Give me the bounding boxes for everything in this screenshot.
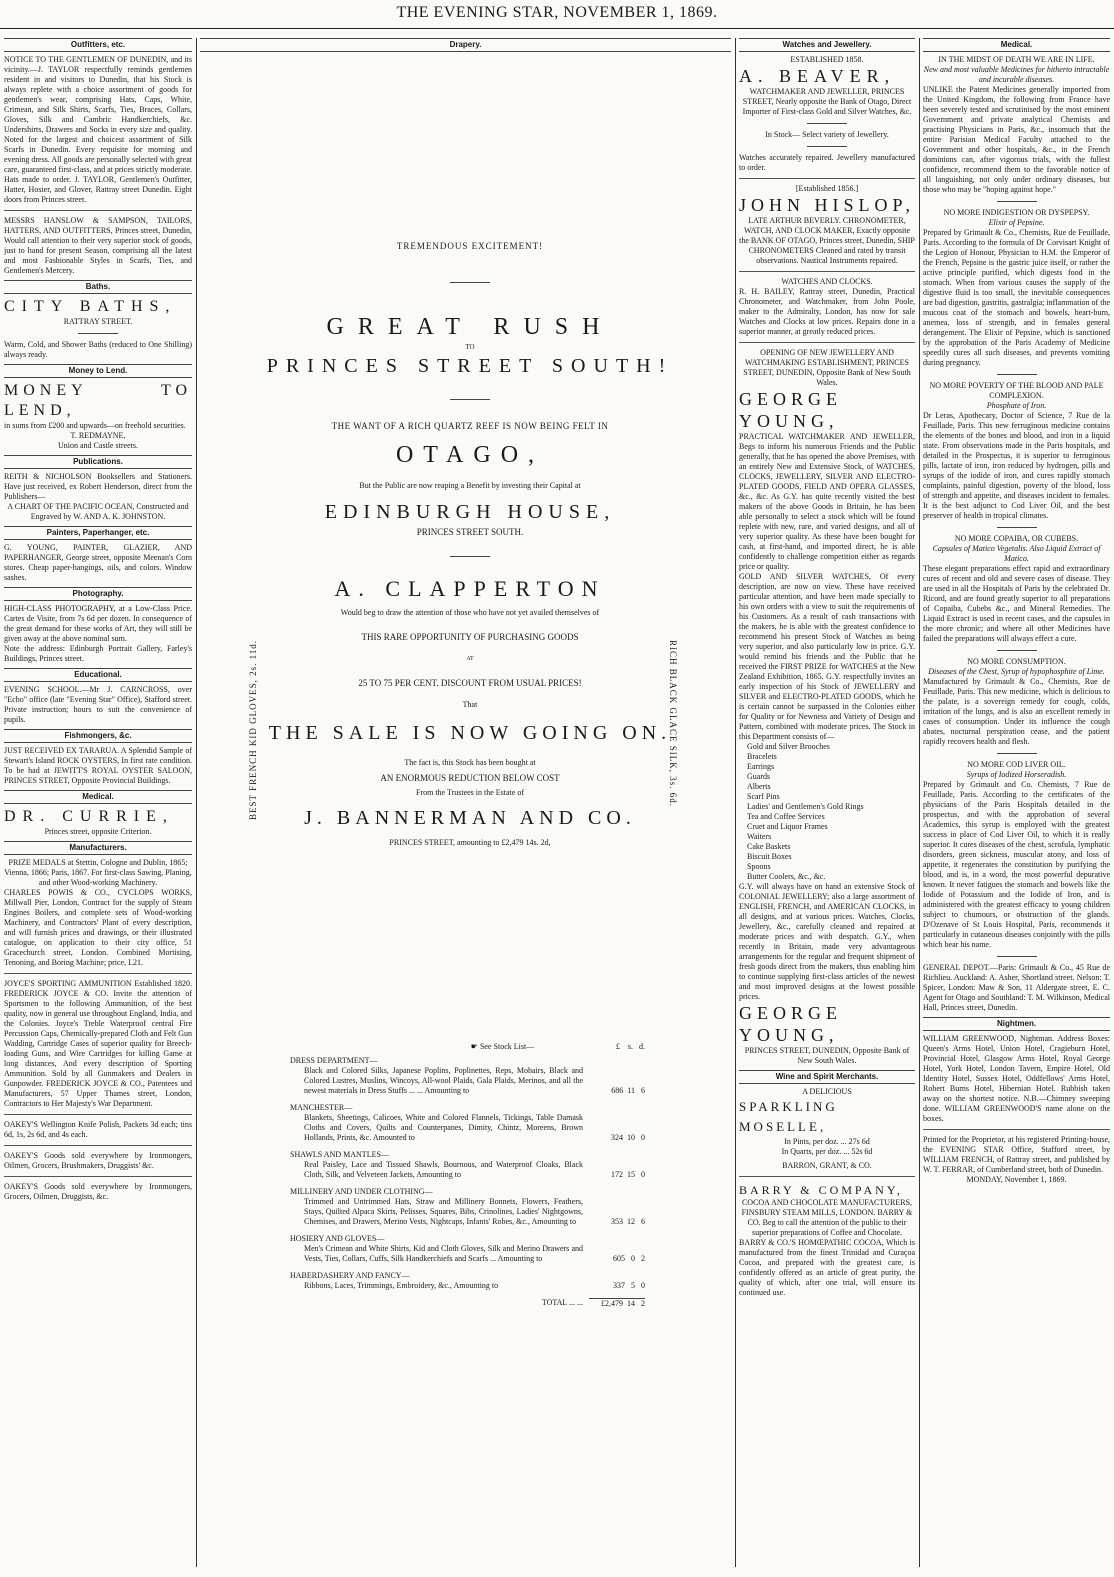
stock-list-heading: ☛ See Stock List— [470,1042,535,1051]
list-item: Guards [747,772,771,781]
stock-item-description: Men's Crimean and White Shirts, Kid and Cloth Gloves, Silk and Merino Drawers and Vests, Ties, Collars, Cuffs, Silk Handkerchiefs and Scarfs ... Amounting to [304,1244,583,1263]
section-heading: Drapery. [200,38,731,52]
ad-medicines-intro: IN THE MIDST OF DEATH WE ARE IN LIFE. New and most valuable Medicines for hitherto intractable and incurable diseases. UNLIKE the Patent Medicines generally imported from the United Kingdom, the following from France have been severely tested and scrutinised by the most eminent Government and private analytical Chemists and practising Physicians in Paris, &c., insomuch that the entire Parisian Medical Faculty attached to the Government and other hospitals, &c., in the French dominions can, after vigorous trials, with the fullest confidence, recommend them to the favorable notice of all languishing, not only under ordinary diseases, but those who may be "hoping against hope." [923,55,1110,194]
list-item: Cruet and Liquor Frames [747,822,828,831]
stock-item-description: Real Paisley, Lace and Tissued Shawls, Bournous, and Waterproof Cloaks, Black Cloth, Silk, and Velveteen Jackets, Amounting to [304,1160,583,1179]
section-heading: Baths. [4,280,192,294]
section-heading: Painters, Paperhanger, etc. [4,526,192,540]
section-heading: Fishmongers, &c. [4,729,192,743]
ad-oakey-2: OAKEY'S Goods sold everywhere by Ironmongers, Oilmen, Grocers, Brushmakers, Druggists' &c. [4,1151,192,1170]
ad-pepsine: NO MORE INDIGESTION OR DYSPEPSY. Elixir of Pepsine. Prepared by Grimault & Co., Chemists, Rue de Feuillade, Paris. According to the formula of Dr Corvisart Knight of the Legion of Honour, Physician to H.M. the Emperor of the French, Pepsine is the gastric juice itself, or rather the active principle purified, which digests food in the stomach. When from various causes the supply of the digestive fluid is too small, the inevitable consequences are bad digestion, gastritis, gastralgia; inflammation of the mucous coat of the stomach and bowels, heart-burn, anemea, loss of strength, and in females general derangement. The Elixir of Pepsine, which is sanctioned by the approbation of the Paris Academy of Medicine speedily cures all such diseases, and prevents vomiting during pregnancy. [923,208,1110,367]
section-heading: Photography. [4,587,192,601]
side-text-left: BEST FRENCH KID GLOVES, 2s. 11d. [248,640,258,821]
section-heading: Outfitters, etc. [4,38,192,52]
section-heading: Publications. [4,455,192,469]
ad-hanslow-sampson: MESSRS HANSLOW & SAMPSON, TAILORS, HATTERS, AND OUTFITTERS, Princes street, Dunedin, Would call attention to their very superior stock of goods, just to hand for present Season, comprising all the latest and most Fashionable Styles in Scarfs, Ties, and Gentlemen's Mercery. [4,216,192,275]
stock-item-description: Black and Colored Silks, Japanese Poplins, Poplinettes, Reps, Mohairs, Black and Colored Lustres, Muslins, Wincoys, All-wool Plaids, Gala Plaids, Merinos, and all the newest materials in Dress Stuffs ... ... Amounting to [304,1066,583,1095]
ad-oakey-3: OAKEY'S Goods sold everywhere by Ironmongers, Grocers, Oilmen, Druggists, &c. [4,1182,192,1201]
ad-joyce: JOYCE'S SPORTING AMMUNITION Established 1820. FREDERICK JOYCE & CO. Invite the attention of Sportsmen to the following Ammunition, of the best quality, now in general use throughout England, India, and the Colonies. Joyce's Treble Waterproof central Fire Percussion Caps, Chemically-prepared Cloth and Felt Gun Wadding, Cartridge Cases of superior quality for Breech-loading Guns, and Wire Cartridges for killing Game at long distances, And every description of Sporting Ammunition. Sold by all Gunmakers and Dealers in Gunpowder. FREDERICK JOYCE & CO., Patentees and Manufacturers, 57 Upper Thames street, London, Contractors to Her Majesty's War Department. [4,979,192,1108]
stock-item-amount: 324 10 0 [611,1133,645,1142]
stock-item-amount: 337 5 0 [613,1281,645,1290]
drapery-advert: TREMENDOUS EXCITEMENT! GREAT RUSH TO PRINCES STREET SOUTH! THE WANT OF A RICH QUARTZ REEF IS NOW BEING FELT IN OTAGO, But the Public are now reaping a Benefit by investing their Capital at EDINBURGH HOUSE, PRINCES STREET SOUTH. A. CLAPPERTON Would beg to draw the attention of those who have not yet availed themselves of THIS RARE OPPORTUNITY OF PURCHASING GOODS AT 25 TO 75 PER CENT. DISCOUNT FROM USUAL PRICES! That THE SALE IS NOW GOING ON. The fact is, this Stock has been bought at AN ENORMOUS REDUCTION BELOW COST From the Trustees in the Estate of J. BANNERMAN AND CO. PRINCES STREET, amounting to £2,479 14s. 2d, [266,241,674,847]
ad-prize-medals: PRIZE MEDALS at Stettin, Cologne and Dublin, 1865; Vienna, 1866; Paris, 1867. For first-class Sawing, Planing, and other Wood-working Machinery. CHARLES POWIS & CO., CYCLOPS WORKS, Millwall Pier, London, Contract for the supply of Steam Engines Boilers, and complete sets of Wood-working Machinery, and Contractors' Plant of every description, and will furnish prices and drawings, or their illustrated catalogue, on application to their city office, 51 Gracechurch street, London. Combined Mortising, Tenoning, and Boring Machine; price, L21. [4,858,192,967]
stock-item-heading: HABERDASHERY AND FANCY— [290,1271,410,1280]
ad-g-young-painter: G. YOUNG, PAINTER, GLAZIER, AND PAPERHANGER, George street, opposite Meenan's Corn stores. Cheap paper-hangings, oils, and colors. Window sashes. [4,543,192,582]
list-item: Earrings [747,762,775,771]
list-item: Tea and Coffee Services [747,812,825,821]
stock-item-description: Trimmed and Untrimmed Hats, Straw and Millinery Bonnets, Flowers, Feathers, Stays, Quilted Alpaca Skirts, Pelisses, Squares, Bibs, Crinolines, Ladies' Nightgowns, Chemises, and Drawers, Merino Vests, Nightcaps, Infants' Robes, &c., Amounting to [304,1197,583,1226]
column-4 [923,38,1110,1567]
list-item: Gold and Silver Brooches [747,742,830,751]
ad-general-depot: GENERAL DEPOT.—Paris: Grimault & Co., 45 Rue de Richlieu. Auckland: A. Asher, Shortland street. Nelson: T. Spicer, London: Maw & Son, 11 Aldergate street, E. C. Agent for Otago and Southland: T. M. Wilkinson, Medical Hall, Princes street, Dunedin. [923,963,1110,1012]
stock-item [290,1187,645,1227]
stock-item [290,1103,645,1143]
stock-item [290,1056,645,1096]
stock-item-heading: SHAWLS AND MANTLES— [290,1150,389,1159]
masthead: THE EVENING STAR, NOVEMBER 1, 1869. [396,4,718,21]
ad-matico: NO MORE COPAIBA, OR CUBEBS. Capsules of Matico Vegetalis. Also Liquid Extract of Matico. These elegant preparations effect rapid and extraordinary cures of recent and old and severe cases of disease. They are used in all the Hospitals of Paris by the celebrated Dr. Ricord, and are found greatly superior to all preparations of Copaiba, Cubebs &c., and Mineral Remedies. The Liquid Extract is used in recent cases, and the capsules in the more chronic; and where all other Medicines have failed the preparations will always effect a cure. [923,534,1110,643]
jewellery-list [739,742,915,882]
column-rule [919,38,920,1567]
ad-city-baths: CITY BATHS, RATTRAY STREET. Warm, Cold, and Shower Baths (reduced to One Shilling) always ready. [4,298,192,359]
ad-hislop: [Established 1856.] JOHN HISLOP, LATE ARTHUR BEVERLY. CHRONOMETER, WATCH, AND CLOCK MAKER, Exactly opposite the BANK OF OTAGO, Princes street, Dunedin, SHIP CHRONOMETERS Cleaned and rated by transit observations. Nautical Instruments repaired. [739,184,915,265]
stock-item-amount: 172 15 0 [611,1170,645,1179]
stock-item-heading: MANCHESTER— [290,1103,353,1112]
ad-bailey: WATCHES AND CLOCKS. R. H. BAILEY, Rattray street, Dunedin, Practical Chronometer, and Watchmaker, from John Poole, maker to the Admiralty, London, has now for sale Watches and Clocks at low prices. Repairs done in a superior manner, at greatly reduced prices. [739,277,915,336]
section-heading: Medical. [4,790,192,804]
stock-item-amount: 353 12 6 [611,1217,645,1226]
masthead-rule [0,28,1114,29]
list-item: Ladies' and Gentlemen's Gold Rings [747,802,864,811]
stock-item-heading: MILLINERY AND UNDER CLOTHING— [290,1187,433,1196]
pointing-hand-icon: ☛ [470,1042,480,1051]
section-heading: Wine and Spirit Merchants. [739,1070,915,1084]
ad-oakey-1: OAKEY'S Wellington Knife Polish, Packets 3d each; tins 6d, 1s, 2s 6d, and 4s each. [4,1120,192,1139]
list-item: Bracelets [747,752,777,761]
section-heading: Educational. [4,668,192,682]
ad-phosphate-iron: NO MORE POVERTY OF THE BLOOD AND PALE COMPLEXION. Phosphate of Iron. Dr Leras, Apothecary, Doctor of Science, 7 Rue de la Feuillade, Paris. This new ferruginous medicine contains the elements of the bones and blood, and iron in a liquid state. From observations made in the Paris hospitals, and detailed in the Prospectus, it is superior to ferruginous pills, lactate of iron, iron reduced by hydrogen, pills and syrups of the iodide of iron, and cures rapidly stomach complaints, painful digestion, poverty of the blood, loss of strength and appetite, and diseases incident to females. It is the best adjunct to Cod Liver Oil, and the best preserver of health in tropical climates. [923,381,1110,520]
ad-moselle: A DELICIOUS SPARKLING MOSELLE, In Pints, per doz. ... 27s 6d In Quarts, per doz. ... 52s 6d BARRON, GRANT, & CO. [739,1087,873,1170]
ad-barry: BARRY & COMPANY, COCOA AND CHOCOLATE MANUFACTURERS, FINSBURY STEAM MILLS, LONDON. BARRY & CO. Beg to call the attention of the public to their superior preparations of Coffee and Chocolate. BARRY & CO.'S HOMŒPATHIC COCOA, Which is manufactured from the finest Trinidad and Curaçoa Cocoa, and prepared with the greatest care, is confidently offered as an article of great purity, the quality of which, after one trial, will ensure its continued use. [739,1183,915,1297]
stock-item-heading: DRESS DEPARTMENT— [290,1056,378,1065]
stock-item-description: Ribbons, Laces, Trimmings, Embroidery, &c., Amounting to [304,1281,499,1290]
list-item: Biscuit Boxes [747,852,792,861]
stock-item [290,1150,645,1180]
ad-beaver: ESTABLISHED 1858. A. BEAVER, WATCHMAKER AND JEWELLER, PRINCES STREET, Nearly opposite the Bank of Otago, Direct Importer of First-class Gold and Silver Watches, &c. In Stock— Select variety of Jewellery. Watches accurately repaired. Jewellery manufactured to order. [739,55,915,172]
side-text-right: RICH BLACK GLACE SILK, 3s. 6d. [668,640,678,808]
column-rule [735,38,736,1567]
list-item: Alberts [747,782,771,791]
ad-oysters: JUST RECEIVED EX TARARUA. A Splendid Sample of Stewart's Island ROCK OYSTERS, In first rate condition. To be had at JEWITT'S ROYAL OYSTER SALOON, PRINCES STREET, Opposite Provincial Buildings. [4,746,192,785]
stock-item-amount: 686 11 6 [611,1086,645,1095]
column-3 [739,38,915,1567]
ad-dr-currie: DR. CURRIE, Princes street, opposite Criterion. [4,808,174,836]
list-item: Scarf Pins [747,792,780,801]
section-heading: Money to Lend. [4,364,192,378]
imprint: Printed for the Proprietor, at his registered Printing-house, the EVENING STAR Office, Stafford street, by WILLIAM FRENCH, of Rattray street, and published by W. T. FERRAR, of Cumberland street, both of Dunedin. MONDAY, November 1, 1869. [923,1135,1110,1184]
ad-taylor: NOTICE TO THE GENTLEMEN OF DUNEDIN, and its vicinity.—J. TAYLOR respectfully reminds gentlemen resident in and visitors to Dunedin, that his Stock is always replete with a choice assortment of goods for gentlemen's wear, comprising Hats, Caps, White, Crimean, and Silk Shirts, Scarfs, Ties, Braces, Collars, Gloves, Silk and Cambric Handkerchiefs, &c. Undershirts, Drawers and Socks in every size and quality. Noted for the largest and choicest assortment of Silk Scarfs in Dunedin. Every requisite for morning and evening dress. All goods are personally selected with great care, guaranteed first-class, and at prices strictly moderate. Hats made to order. J. TAYLOR, Gentlemen's Outfitter, Hatter, Hosier, and Glover, Rattray street Dunedin. Eight doors from Princes street. [4,55,192,204]
stock-item [290,1271,645,1291]
list-item: Waiters [747,832,772,841]
section-heading: Medical. [923,38,1110,52]
stock-item-heading: HOSIERY AND GLOVES— [290,1234,385,1243]
section-heading: Watches and Jewellery. [739,38,915,52]
stock-list: ☛ See Stock List— £ s. d. DRESS DEPARTMENT— Black and Colored Silks, Japanese Poplins, Poplinettes, Reps, Mohairs, Black and Colored Lustres, Muslins, Wincoys, All-wool Plaids, Gala Plaids, Merinos, and all the newest materials in Dress Stuffs ... ... Amounting to 686 11 6 MANCHESTER— Blankets, Sheetings, Calicoes, White and Colored Flannels, Tickings, Table Damask Cloths and Covers, Quilts and Counterpanes, Dimity, Chintz, Moreens, Brown Hollands, Prints, &c. Amounted to 324 10 0 SHAWLS AND MANTLES— Real Paisley, Lace and Tissued Shawls, Bournous, and Waterproof Cloaks, Black Cloth, Silk, and Velveteen Jackets, Amounting to 172 15 0 MILLINERY AND UNDER CLOTHING— Trimmed and Untrimmed Hats, Straw and Millinery Bonnets, Flowers, Feathers, Stays, Quilted Alpaca Skirts, Pelisses, Squares, Bibs, Crinolines, Ladies' Nightgowns, Chemises, and Drawers, Merino Vests, Nightcaps, Infants' Robes, &c., Amounting to 353 12 6 HOSIERY AND GLOVES— Men's Crimean and White Shirts, Kid and Cloth Gloves, Silk and Merino Drawers and Vests, Ties, Collars, Cuffs, Silk Handkerchiefs and Scarfs ... Amounting to 605 0 2 HABERDASHERY AND FANCY— Ribbons, Laces, Trimmings, Embroidery, &c., Amounting to 337 5 0 TOTAL ... ... £2,479 14 2 [290,1042,645,1308]
list-item: Butter Coolers, &c., &c. [747,872,826,881]
column-rule [196,38,197,1567]
stock-item [290,1234,645,1264]
ad-money-to-lend: MONEY TO LEND, in sums from £200 and upwards—on freehold securities. T. REDMAYNE, Union and Castle streets. [4,382,192,450]
column-1 [4,38,192,1567]
list-item: Cake Baskets [747,842,791,851]
stock-total-amount: £2,479 14 2 [589,1298,645,1309]
ad-greenwood: WILLIAM GREENWOOD, Nightman. Address Boxes: Queen's Arms Hotel, Union Hotel, Cragieburn Hotel, Provincial Hotel, Glasgow Arms Hotel, Royal George Hotel, York Hotel, London Tavern, Empire Hotel, Old Identity Hotel, Sussex Hotel, Oddfellows' Arms Hotel, Robert Burns Hotel, Hibernian Hotel. Rubbish taken away on the shortest notice. N.B.—Chimney sweeping done. WILLIAM GREENWOOD'S name alone on the boxes. [923,1034,1110,1123]
ad-cod-liver-oil: NO MORE COD LIVER OIL. Syrups of Iodized Horseradish. Prepared by Grimault and Co. Chemists, 7 Rue de Feuillade, Paris. According to the certificates of the physicians of the Paris Hospitals detailed in the prospectus, and with the approbation of several Academics, this syrup is employed with the greatest success in place of Cod Liver Oil, to which it is really superior. It cures diseases of the chest, scrofula, lymphatic disorders, green sickness, muscular atony, and loss of appetite, it regenerates the constitution by purifying the blood, and is, in a word, the most powerful depurative known. It never fatigues the stomach and bowels like the Iodide of Potassium and the Iodide of Iron, and is administered with the greatest efficacy to young children subject to chumours, or obstruction of the glands. D'Ozenave of St Louis Hospital, Paris, recommends it particularly in cutaneous diseases conjointly with the pills which bear his name. [923,760,1110,949]
stock-total-row [290,1298,645,1309]
section-heading: Nightmen. [923,1017,1110,1031]
stock-item-description: Blankets, Sheetings, Calicoes, White and Colored Flannels, Tickings, Table Damask Cloths and Covers, Quilts and Counterpanes, Dimity, Chintz, Moreens, Brown Hollands, Prints, &c. Amounted to [304,1113,583,1142]
stock-item-amount: 605 0 2 [613,1254,645,1263]
ad-consumption: NO MORE CONSUMPTION. Diseases of the Chest, Syrup of hypophosphite of Lime. Manufactured by Grimault & Co., Chemists, Rue de Feuillade, Paris. This new medicine, which is delicious to the palate, is a sovereign remedy for cough, colds, irritation of the lungs, and is also an excellent remedy in cases of consumption. Under its influence the cough abates, nocturnal perspiration cease, and the patient rapidly recovers health and flesh. [923,657,1110,746]
list-item: Spoons [747,862,771,871]
stock-total-label: TOTAL ... ... [541,1298,583,1307]
ad-george-young: OPENING OF NEW JEWELLERY AND WATCHMAKING ESTABLISHMENT, PRINCES STREET, DUNEDIN, Opposite Bank of New South Wales. GEORGE YOUNG, PRACTICAL WATCHMAKER AND JEWELLER, Begs to inform his numerous Friends and the Public generally, that he has opened the above Premises, with an entirely New and Extensive Stock, of WATCHES, CLOCKS, JEWELLERY, SILVER AND ELECTRO-PLATED GOODS, FIELD AND OPERA GLASSES, &c., &c. As G.Y. has quite recently visited the best makers of the above Goods in Britain, he has been able personally to select a stock which will be found replete with new, rare, and varied designs, and all of very superior quality. As these have been bought for cash, at first-hand, and imported direct, he is able confidently to challenge competition either as regards price or quality. GOLD AND SILVER WATCHES, Of every description, are now on view. These have received particular attention, and have been made specially to his own orders with a view to suit the requirements of his Customers. As a result of cash transactions with the makers, he is able with the greatest confidence to recommend his present Stock of Watches as being very superior, and also particularly low in price. G.Y. would remind his friends and the Public that he received the FIRST PRIZE for WATCHES at the New Zealand Exhibition, 1865. G.Y. respectfully invites an early inspection of his Stock of JEWELLERY and SILVER and ELECTRO-PLATED GOODS, which he is certain cannot be surpassed in the Colonies either for Quality or for Newness and Variety of Design and Pattern, combined with moderate prices. The Stock in this Department consists of— Gold and Silver Brooches Bracelets Earrings Guards Alberts Scarf Pins Ladies' and Gentlemen's Gold Rings Tea and Coffee Services Cruet and Liquor Frames Waiters Cake Baskets Biscuit Boxes Spoons Butter Coolers, &c., &c. G.Y. will always have on hand an extensive Stock of COLONIAL JEWELLERY; also a large assortment of ENGLISH, FRENCH, and AMERICAN CLOCKS, in all designs, and at various prices. Watches, Clocks, Jewellery, &c., carefully cleaned and repaired at moderate prices and with despatch. G.Y., when recently in Britain, made very advantageous arrangements for the regular and frequent shipment of fresh goods direct from the makers, thus enabling him to continue supplying first-class articles of the newest and most improved designs at the lowest possible prices. GEORGE YOUNG, PRINCES STREET, DUNEDIN, Opposite Bank of New South Wales. [739,348,915,1065]
ad-evening-school: EVENING SCHOOL.—Mr J. CARNCROSS, over "Echo" office (late "Evening Star" Office), Stafford street. Private instruction; hours to suit the convenience of pupils. [4,685,192,724]
section-heading: Manufacturers. [4,841,192,855]
ad-reith-nicholson: REITH & NICHOLSON Booksellers and Stationers. Have just received, ex Robert Henderson, direct from the Publishers— A CHART OF THE PACIFIC OCEAN, Constructed and Engraved by W. AND A. K. JOHNSTON. [4,472,192,521]
ad-photography: HIGH-CLASS PHOTOGRAPHY, at a Low-Class Price. Cartes de Visite, from 7s 6d per dozen. In consequence of the great demand for these works of Art, they will still be given away at the above nominal sum. Note the address: Edinburgh Portrait Gallery, Farley's Buildings, Princes street. [4,604,192,663]
